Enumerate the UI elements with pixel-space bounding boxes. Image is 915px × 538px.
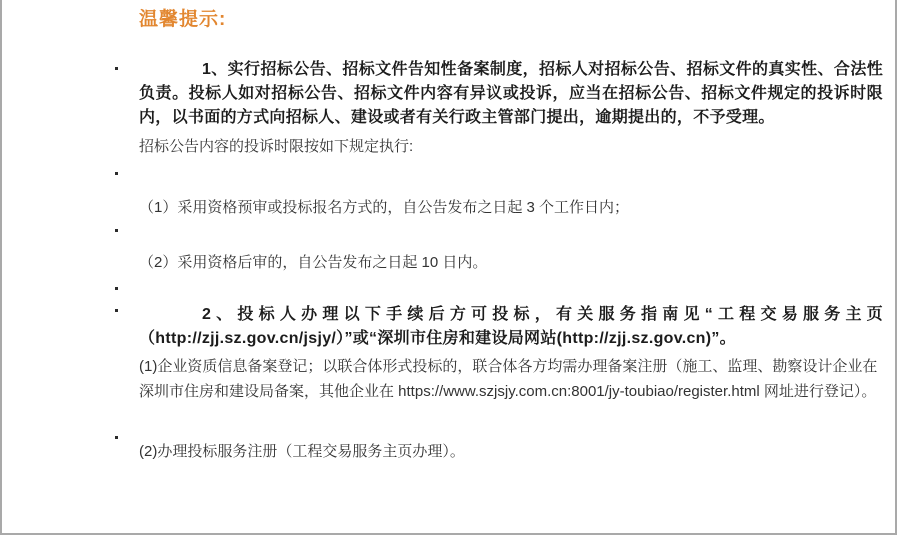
page-title: 温馨提示: [139, 9, 227, 30]
complaint-deadline-item-2: （2）采用资格后审的，自公告发布之日起 10 日内。 [139, 254, 488, 271]
list-bullet [115, 172, 118, 175]
list-bullet [115, 436, 118, 439]
rule-1-paragraph: 1、实行招标公告、招标文件告知性备案制度，招标人对招标公告、招标文件的真实性、合法性负责。投标人如对招标公告、招标文件内容有异议或投诉，应当在招标公告、招标文件规定的投诉时限内，以书面的方式向招标人、建设或者有关行政主管部门提出，逾期提出的，不予受理。 [139, 61, 883, 126]
list-bullet [115, 287, 118, 290]
complaint-deadline-item-1: （1）采用资格预审或投标报名方式的，自公告发布之日起 3 个工作日内； [139, 199, 630, 216]
registration-step-1: (1)企业资质信息备案登记；以联合体形式投标的，联合体各方均需办理备案注册（施工、监理、勘察设计企业在深圳市住房和建设局备案，其他企业在 https://www.szjsjy.com.cn:8001/jy-toubiao/register.html 网址进行登记）。 [139, 358, 878, 400]
list-bullet [115, 309, 118, 312]
notice-content [139, 0, 883, 464]
rule-2-paragraph: 2、投标人办理以下手续后方可投标，有关服务指南见“工程交易服务主页（http://zjj.sz.gov.cn/jsjy/）”或“深圳市住房和建设局网站(http://zjj.sz.gov.cn)”。 [139, 306, 883, 347]
registration-step-2: (2)办理投标服务注册（工程交易服务主页办理）。 [139, 443, 465, 460]
list-bullet [115, 229, 118, 232]
complaint-deadline-intro: 招标公告内容的投诉时限按如下规定执行: [139, 138, 414, 155]
list-bullet [115, 67, 118, 70]
